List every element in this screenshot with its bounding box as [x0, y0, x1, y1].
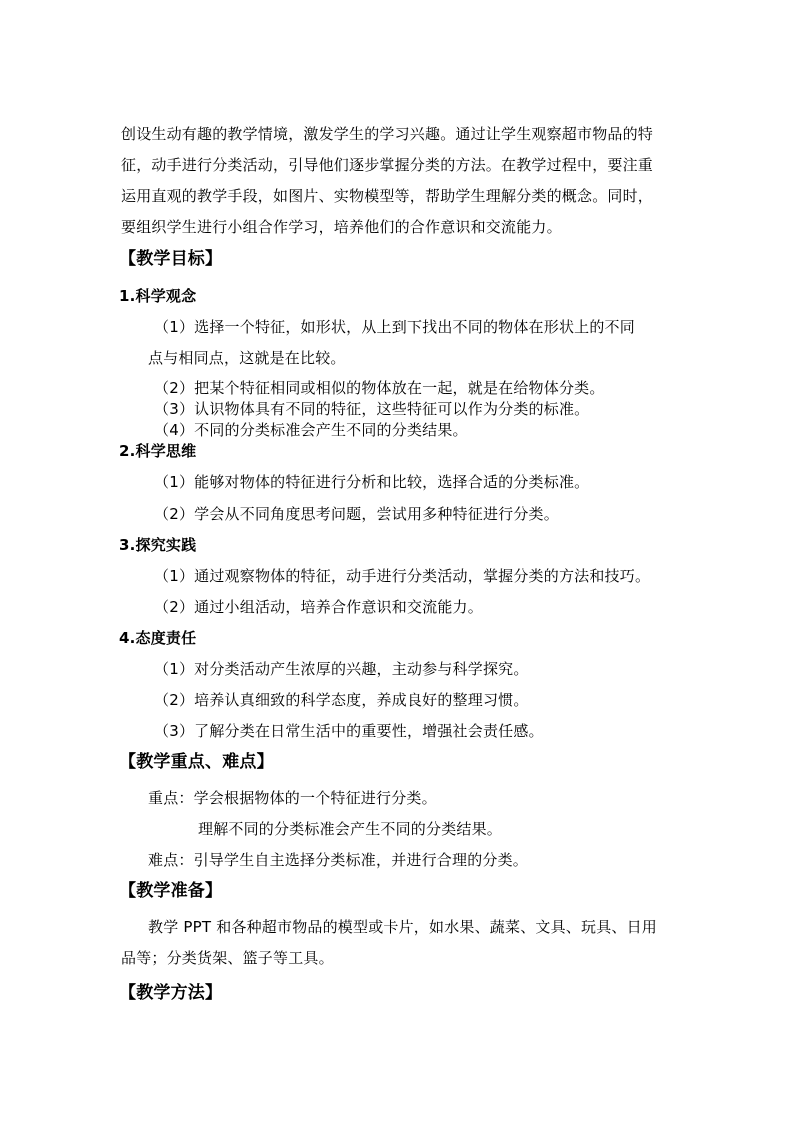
- preparation-line: 教学 PPT 和各种超市物品的模型或卡片，如水果、蔬菜、文具、玩具、日用: [148, 918, 657, 936]
- key-point: 理解不同的分类标准会产生不同的分类结果。: [198, 820, 503, 838]
- science-concept-title: 1.科学观念: [119, 287, 197, 305]
- inquiry-title: 3.探究实践: [119, 536, 197, 554]
- goal-item: （3）认识物体具有不同的特征，这些特征可以作为分类的标准。: [154, 400, 590, 418]
- goal-item: （2）学会从不同角度思考问题，尝试用多种特征进行分类。: [154, 505, 559, 523]
- goal-item: （1）通过观察物体的特征，动手进行分类活动，掌握分类的方法和技巧。: [154, 567, 651, 585]
- preparation-line: 品等；分类货架、篮子等工具。: [121, 949, 334, 967]
- goal-item: 点与相同点，这就是在比较。: [148, 349, 346, 367]
- difficulty-point: 难点：引导学生自主选择分类标准，并进行合理的分类。: [148, 851, 529, 869]
- intro-line: 创设生动有趣的教学情境，激发学生的学习兴趣。通过让学生观察超市物品的特: [121, 125, 654, 143]
- intro-line: 征，动手进行分类活动，引导他们逐步掌握分类的方法。在教学过程中，要注重: [121, 156, 654, 174]
- intro-line: 要组织学生进行小组合作学习，培养他们的合作意识和交流能力。: [121, 218, 562, 236]
- goal-item: （1）选择一个特征，如形状，从上到下找出不同的物体在形状上的不同: [154, 318, 635, 336]
- goal-item: （2）通过小组活动，培养合作意识和交流能力。: [154, 598, 483, 616]
- goal-item: （1）对分类活动产生浓厚的兴趣，主动参与科学探究。: [154, 660, 529, 678]
- goals-heading: 【教学目标】: [119, 249, 223, 269]
- goal-item: （3）了解分类在日常生活中的重要性，增强社会责任感。: [154, 722, 544, 740]
- science-thinking-title: 2.科学思维: [119, 442, 197, 460]
- methods-heading: 【教学方法】: [119, 983, 223, 1003]
- attitude-title: 4.态度责任: [119, 629, 197, 647]
- intro-line: 运用直观的教学手段，如图片、实物模型等，帮助学生理解分类的概念。同时，: [121, 187, 654, 205]
- key-points-heading: 【教学重点、难点】: [119, 752, 274, 772]
- goal-item: （4）不同的分类标准会产生不同的分类结果。: [154, 421, 468, 439]
- goal-item: （2）培养认真细致的科学态度，养成良好的整理习惯。: [154, 691, 529, 709]
- key-point: 重点：学会根据物体的一个特征进行分类。: [148, 789, 437, 807]
- preparation-heading: 【教学准备】: [119, 881, 223, 901]
- goal-item: （2）把某个特征相同或相似的物体放在一起，就是在给物体分类。: [154, 379, 605, 397]
- goal-item: （1）能够对物体的特征进行分析和比较，选择合适的分类标准。: [154, 473, 590, 491]
